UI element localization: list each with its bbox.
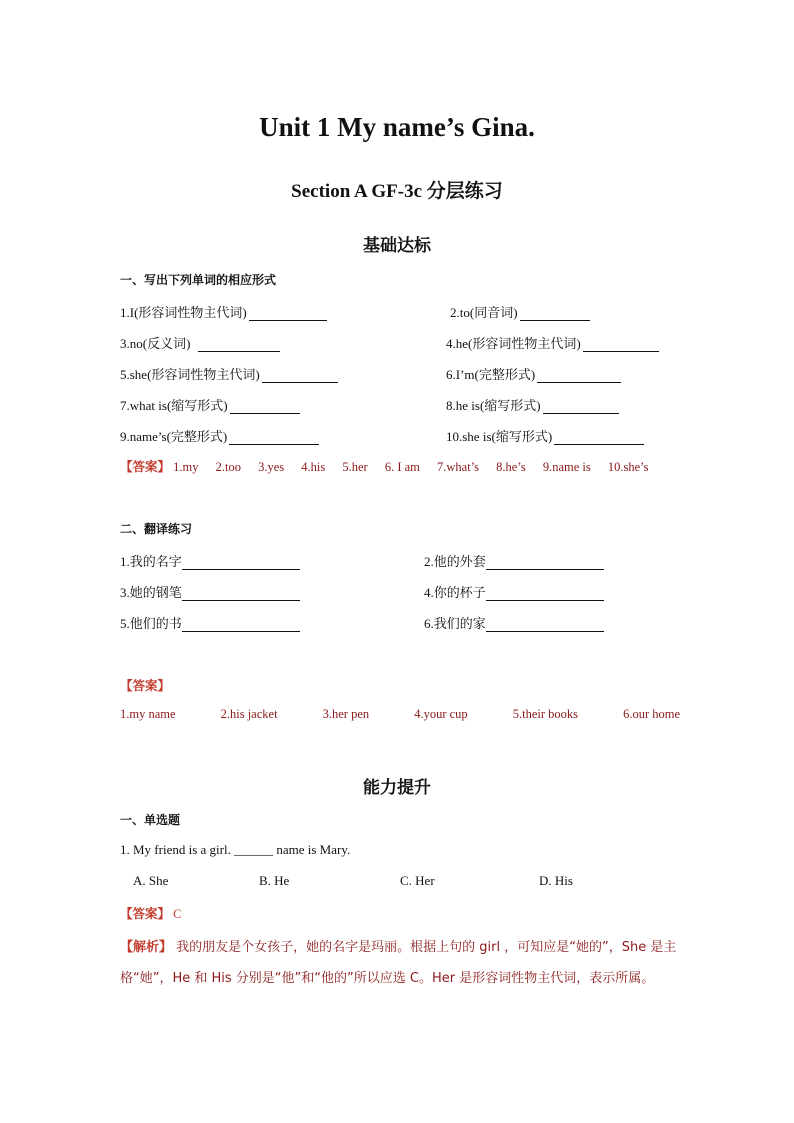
question-1: 1. My friend is a girl. ______ name is Mary. xyxy=(120,842,351,857)
answer-value: 2.too xyxy=(215,460,241,474)
part1-item-10 xyxy=(446,426,644,445)
part1-item-3 xyxy=(120,333,280,352)
answer-value: 2.his jacket xyxy=(220,707,278,721)
answer-blank xyxy=(486,586,604,601)
option-b: B. He xyxy=(259,873,290,888)
answer-blank xyxy=(198,337,280,352)
part2-item-1 xyxy=(120,551,300,570)
level-heading-basic: 基础达标 xyxy=(363,236,431,256)
answer-blank xyxy=(543,399,619,414)
item-text: 8.he is(缩写形式) xyxy=(446,398,541,413)
answer-blank xyxy=(520,306,590,321)
part1-item-2 xyxy=(450,302,590,321)
part2-item-2 xyxy=(424,551,604,570)
item-text: 5.他们的书 xyxy=(120,616,182,631)
answer-tag: 【答案】 xyxy=(120,459,171,474)
item-text: 2.他的外套 xyxy=(424,554,486,569)
page-title: Unit 1 My name’s Gina. xyxy=(259,112,535,142)
part1-heading: 一、写出下列单词的相应形式 xyxy=(120,273,277,287)
answer-tag: 【答案】 xyxy=(120,906,171,921)
answer-blank xyxy=(554,430,644,445)
answer-value: 5.their books xyxy=(512,707,578,721)
answer-value: 3.yes xyxy=(258,460,285,474)
item-text: 10.she is(缩写形式) xyxy=(446,429,553,444)
answer-value: 7.what’s xyxy=(437,460,480,474)
item-text: 7.what is(缩写形式) xyxy=(120,398,228,413)
part1-answers xyxy=(120,457,648,475)
answer-tag: 【答案】 xyxy=(120,678,171,693)
part2-item-4 xyxy=(424,582,604,601)
part2-item-3 xyxy=(120,582,300,601)
analysis-tag: 【解析】 xyxy=(120,940,173,955)
level-heading-advanced: 能力提升 xyxy=(363,778,431,798)
answer-value: 8.he’s xyxy=(496,460,526,474)
answer-value: 10.she’s xyxy=(607,460,649,474)
answer-blank xyxy=(249,306,327,321)
answer-value: 3.her pen xyxy=(322,707,370,721)
answer-blank xyxy=(486,555,604,570)
answer-blank xyxy=(262,368,338,383)
answer-value: 1.my name xyxy=(120,707,176,721)
part2-item-5 xyxy=(120,613,300,632)
part2-item-6 xyxy=(424,613,604,632)
answer-value: 1.my xyxy=(173,460,199,474)
part1-item-1 xyxy=(120,302,327,321)
part2-answer-tag xyxy=(120,676,170,694)
item-text: 9.name’s(完整形式) xyxy=(120,429,228,444)
part2-answers xyxy=(120,707,680,722)
item-text: 4.he(形容词性物主代词) xyxy=(446,336,581,351)
part3-heading: 一、单选题 xyxy=(120,813,181,827)
answer-blank xyxy=(182,617,300,632)
answer-value: 6.our home xyxy=(623,707,680,721)
analysis-paragraph xyxy=(120,932,680,994)
part3-answer xyxy=(120,904,181,922)
answer-blank xyxy=(537,368,621,383)
item-text: 4.你的杯子 xyxy=(424,585,486,600)
option-c: C. Her xyxy=(400,873,435,888)
answer-value: 4.your cup xyxy=(414,707,468,721)
answer-value: 9.name is xyxy=(542,460,591,474)
option-d: D. His xyxy=(539,873,573,888)
item-text: 1.我的名字 xyxy=(120,554,182,569)
answer-blank xyxy=(229,430,319,445)
part1-item-4 xyxy=(446,333,659,352)
part1-item-9 xyxy=(120,426,319,445)
item-text: 3.no(反义词) xyxy=(120,336,191,351)
item-text: 2.to(同音词) xyxy=(450,305,518,320)
item-text: 6.我们的家 xyxy=(424,616,486,631)
part1-item-6 xyxy=(446,364,621,383)
answer-blank xyxy=(182,555,300,570)
answer-blank xyxy=(583,337,659,352)
answer-blank xyxy=(486,617,604,632)
answer-blank xyxy=(230,399,300,414)
item-text: 1.I(形容词性物主代词) xyxy=(120,305,247,320)
answer-value: 6. I am xyxy=(384,460,420,474)
page-subtitle: Section A GF-3c 分层练习 xyxy=(291,181,503,202)
answer-value: 5.her xyxy=(342,460,368,474)
answer-blank xyxy=(182,586,300,601)
answer-value: C xyxy=(173,907,182,921)
item-text: 3.她的钢笔 xyxy=(120,585,182,600)
part1-item-8 xyxy=(446,395,619,414)
part2-heading: 二、翻译练习 xyxy=(120,522,193,536)
item-text: 6.I’m(完整形式) xyxy=(446,367,536,382)
option-a: A. She xyxy=(133,873,169,888)
item-text: 5.she(形容词性物主代词) xyxy=(120,367,260,382)
part1-item-5 xyxy=(120,364,338,383)
answer-value: 4.his xyxy=(301,460,326,474)
part1-item-7 xyxy=(120,395,300,414)
analysis-text: 我的朋友是个女孩子，她的名字是玛丽。根据上句的 girl ，可知应是“她的”，She 是主格“她”，He 和 His 分别是“他”和“他的”所以应选 C。Her 是形容词性物主代词，表示所属。 xyxy=(120,940,677,986)
